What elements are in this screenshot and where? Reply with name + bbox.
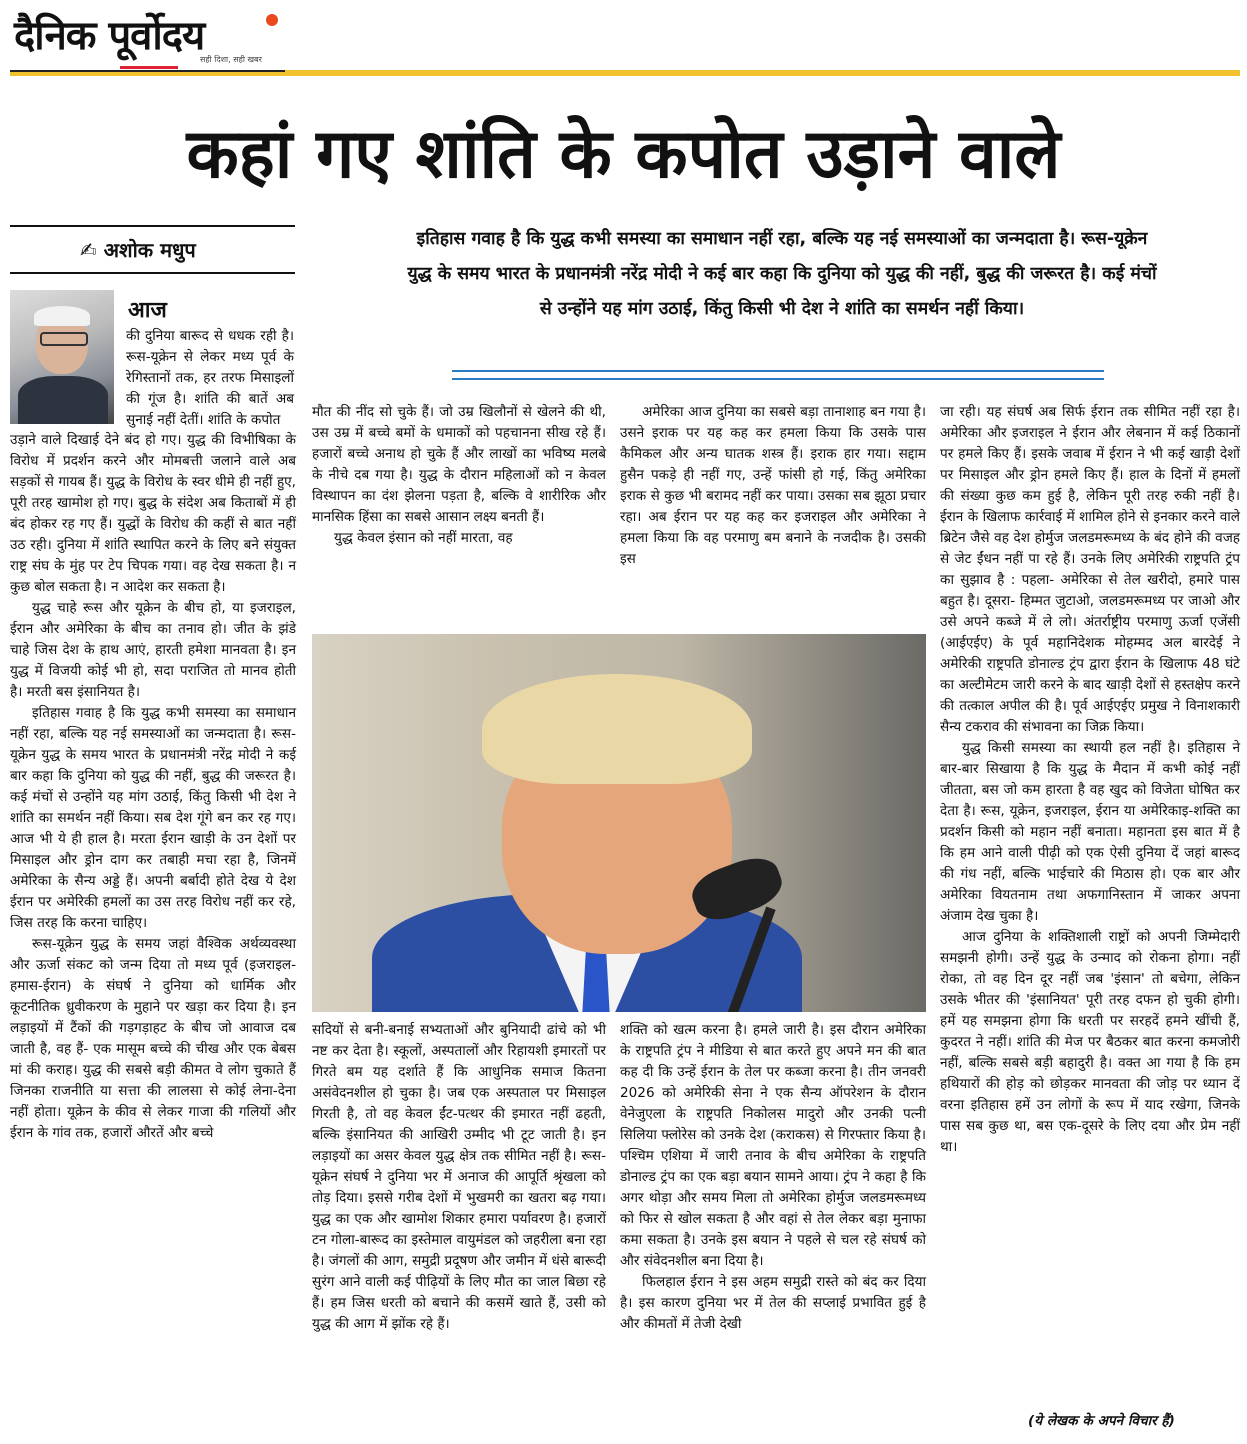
paragraph: युद्ध केवल इंसान को नहीं मारता, वह <box>334 530 513 546</box>
closing-note: (ये लेखक के अपने विचार हैं) <box>1028 1413 1175 1429</box>
paragraph: युद्ध किसी समस्या का स्थायी हल नहीं है। इतिहास ने बार-बार सिखाया है कि युद्ध के मैदान में कभी कोई नहीं जीतता, बस जो कम हारता है वह खुद को विजेता घोषित कर देता है। रूस, यूक्रेन, इजराइल, ईरान या अमेरिकाइ-शक्ति का प्रदर्शन किसी को महान नहीं बनाता। महानता इस बात में है कि हम आने वाली पीढ़ी को एक ऐसी दुनिया दें जहां बारूद की गंध नहीं, बल्कि भाईचारे की मिठास हो। एक बार और अमेरिका वियतनाम तथा अफगानिस्तान में जाकर अपना अंजाम देख चुका है। <box>940 740 1240 924</box>
paragraph: मौत की नींद सो चुके हैं। जो उम्र खिलौनों से खेलने की थी, उस उम्र में बच्चे बमों के धमाकों को पहचानना सीख रहे हैं। हजारों बच्चे अनाथ हो चुके हैं और लाखों का भविष्य मलबे के नीचे दब गया है। युद्ध के दौरान महिलाओं को न केवल विस्थापन का दंश झेलना पड़ता है, बल्कि वे शारीरिक और मानसिक हिंसा का सबसे आसान लक्ष्य बनती हैं। <box>312 404 607 525</box>
paragraph: शक्ति को खत्म करना है। हमले जारी है। इस दौरान अमेरिका के राष्ट्रपति ट्रंप ने मीडिया से बात करते हुए अपने मन की बात कह दी कि उन्हें ईरान के तेल पर कब्जा करना है। तीन जनवरी 2026 को अमेरिकी सेना ने एक सैन्य ऑपरेशन के दौरान वेनेजुएला के राष्ट्रपति निकोलस मादुरो और उनकी पत्नी सिलिया फ्लोरेस को उनके देश (कराकस) से गिरफ्तार किया है। पश्चिम एशिया में जारी तनाव के बीच अमेरिका के राष्ट्रपति डोनाल्ड ट्रंप का एक बड़ा बयान सामने आया। ट्रंप ने कहा है कि अगर थोड़ा और समय मिला तो अमेरिका होर्मुज जलडमरूमध्य को फिर से खोल सकता है और वहां से तेल लेकर बड़ा मुनाफा कमा सकता है। उनके इस बयान ने पहले से चल रहे संघर्ष को और संवेदनशील बना दिया है। <box>620 1022 926 1269</box>
byline-divider-top <box>10 225 295 227</box>
col1-intro <box>126 326 294 431</box>
paragraph: इतिहास गवाह है कि युद्ध कभी समस्या का समाधान नहीं रहा, बल्कि यह नई समस्याओं का जन्मदाता है। रूस-यूक्रेन युद्ध के समय भारत के प्रधानमंत्री नरेंद्र मोदी ने कई बार कहा कि दुनिया को युद्ध की नहीं, बुद्ध की जरूरत है। कई मंचों से उन्होंने यह मांग उठाई, किंतु किसी भी देश ने शांति का समर्थन नहीं किया। सब देश गूंगे बन कर रह गए। आज भी ये ही हाल है। मरता ईरान खाड़ी के उन देशों पर मिसाइल और ड्रोन दाग कर तबाही मचा रहा है, जिनमें अमेरिका के सैन्य अड्डे हैं। अपनी बर्बादी होते देख ये देश ईरान पर अमेरिकी हमलों का उस तरह विरोध नहीं कर रहे, जिस तरह कि करना चाहिए। <box>10 705 296 931</box>
author-photo <box>10 290 114 424</box>
pullquote-rule <box>452 378 1104 380</box>
column-3-bottom <box>620 1020 926 1335</box>
column-1 <box>10 430 296 1144</box>
paragraph: अमेरिका आज दुनिया का सबसे बड़ा तानाशाह बन गया है। उसने इराक पर यह कह कर हमला किया कि उसके पास कैमिकल और अन्य घातक शस्त्र हैं। इराक हार गया। सद्दाम हुसैन पकड़े ही नहीं गए, उन्हें फांसी हो गई, किंतु अमेरिका इराक से कुछ भी बरामद नहीं कर पाया। उसका सब झूठा प्रचार रहा। अब ईरान पर यह कह कर इजराइल और अमेरिका ने हमला किया कि वह परमाणु बम बनाने के नजदीक है। उसकी इस <box>620 404 926 567</box>
masthead-tagline: सही दिशा, सही खबर <box>200 55 262 64</box>
masthead-title: दैनिक पूर्वोदय <box>14 13 205 59</box>
paragraph: फिलहाल ईरान ने इस अहम समुद्री रास्ते को बंद कर दिया है। इस कारण दुनिया भर में तेल की सप्लाई प्रभावित हुई है और कीमतों में तेजी देखी <box>620 1274 926 1332</box>
masthead-red-rule <box>120 66 178 69</box>
column-2-bottom <box>312 1020 606 1335</box>
column-3-top <box>620 402 926 570</box>
masthead-logo-dot <box>266 14 278 26</box>
paragraph: की दुनिया बारूद से धधक रही है। रूस-यूक्रेन से लेकर मध्य पूर्व के रेगिस्तानों तक, हर तरफ मिसाइलों की गूंज है। शांति की बातें अब सुनाई नहीं देतीं। शांति के कपोत <box>126 328 294 428</box>
paragraph: रूस-यूक्रेन युद्ध के समय जहां वैश्विक अर्थव्यवस्था और ऊर्जा संकट को जन्म दिया तो मध्य पूर्व (इजराइल-हमास-ईरान) के संघर्ष ने दुनिया को धार्मिक और कूटनीतिक ध्रुवीकरण के मुहाने पर खड़ा कर दिया है। इन लड़ाइयों में टैंकों की गड़गड़ाहट के बीच जो आवाज दब जाती है, वह हैं- एक मासूम बच्चे की चीख और एक बेबस मां की कराह। युद्ध की सबसे बड़ी कीमत वे लोग चुकाते हैं जिनका राजनीति या सत्ता की लालसा से कोई लेना-देना नहीं होता। यूक्रेन के कीव से लेकर गाजा की गलियों और ईरान के गांव तक, हजारों औरतें और बच्चे <box>10 936 296 1141</box>
paragraph: जा रही। यह संघर्ष अब सिर्फ ईरान तक सीमित नहीं रहा है। अमेरिका और इजराइल ने ईरान और लेबनान में कई ठिकानों पर हमले किए हैं। इसके जवाब में ईरान ने भी कई खाड़ी देशों पर मिसाइल और ड्रोन हमले किए हैं। हाल के दिनों में हमलों की संख्या कुछ कम हुई है, लेकिन पूरी तरह रुकी नहीं है। ईरान के खिलाफ कार्रवाई में शामिल होने से इनकार करने वाले ब्रिटेन जैसे वह देश होर्मुज जलडमरूमध्य के बंद होने की वजह से जेट ईंधन नहीं पा रहे हैं। उनके लिए अमेरिकी राष्ट्रपति ट्रंप का सुझाव है : पहला- अमेरिका से तेल खरीदो, हमारे पास बहुत है। दूसरा- हिम्मत जुटाओ, जलडमरूमध्य पर जाओ और उसे अपने कब्जे में ले लो। अंतर्राष्ट्रीय परमाणु ऊर्जा एजेंसी (आईएईए) के पूर्व महानिदेशक मोहम्मद अल बारदेई ने अमेरिकी राष्ट्रपति डोनाल्ड ट्रंप द्वारा ईरान के खिलाफ 48 घंटे का अल्टीमेटम जारी करने के बाद खाड़ी देशों से हस्तक्षेप करने की तत्काल अपील की है। पूर्व आईएईए प्रमुख ने विनाशकारी सैन्य टकराव की संभावना का जिक्र किया। <box>940 404 1240 735</box>
column-2-top <box>312 402 606 549</box>
pullquote-rule <box>452 370 1104 372</box>
pen-icon: ✍ <box>80 238 97 262</box>
lead-word: आज <box>128 298 167 323</box>
column-4 <box>940 402 1240 1158</box>
author-name: अशोक मधुप <box>103 238 196 262</box>
paragraph: युद्ध चाहे रूस और यूक्रेन के बीच हो, या इजराइल, ईरान और अमेरिका के बीच का तनाव हो। जीत के झंडे चाहे जिस देश के हाथ आएं, हारती हमेशा मानवता है। इन युद्ध में विजयी कोई भी हो, सदा पराजित तो मानव होती है। मरती बस इंसानियत है। <box>10 600 296 700</box>
top-dark-rule <box>10 70 285 72</box>
paragraph: आज दुनिया के शक्तिशाली राष्ट्रों को अपनी जिम्मेदारी समझनी होगी। उन्हें युद्ध के उन्माद को रोकना होगा। नहीं रोका, तो वह दिन दूर नहीं जब 'इंसान' तो बचेगा, लेकिन उसके भीतर की 'इंसानियत' पूरी तरह दफन हो चुकी होगी। हमें यह समझना होगा कि धरती पर सरहदें हमने खींची हैं, कुदरत ने नहीं। शांति की मेज पर बैठकर बात करना कमजोरी नहीं, बल्कि सबसे बड़ी बहादुरी है। वक्त आ गया है कि हम हथियारों की होड़ को छोड़कर मानवता की जोड़ पर ध्यान दें वरना इतिहास हमें उन लोगों के रूप में याद रखेगा, जिनके पास सब कुछ था, बस एक-दूसरे के लिए दया और प्रेम नहीं था। <box>940 929 1240 1155</box>
paragraph: उड़ाने वाले दिखाई देने बंद हो गए। युद्ध की विभीषिका के विरोध में प्रदर्शन करने और मोमबत्ती जलाने वाले अब सड़कों से गायब हैं। युद्ध के विरोध के स्वर धीमे ही नहीं हुए, पूरी तरह खामोश हो गए। बुद्ध के संदेश अब किताबों में ही बंद होकर रह गए हैं। युद्धों के विरोध की कहीं से बात नहीं उठ रही। दुनिया में शांति स्थापित करने के लिए बने संयुक्त राष्ट्र संघ के मुंह पर टेप चिपक गया। वह देख सकता है। न कुछ बोल सकता है। न आदेश कर सकता है। <box>10 432 296 595</box>
page-headline: कहां गए शांति के कपोत उड़ाने वाले <box>186 115 1061 194</box>
byline-divider-bottom <box>10 272 295 274</box>
news-photo <box>312 634 926 1012</box>
byline <box>80 236 196 263</box>
paragraph: सदियों से बनी-बनाई सभ्यताओं और बुनियादी ढांचे को भी नष्ट कर देता है। स्कूलों, अस्पतालों और रिहायशी इमारतों पर गिरते बम यह दर्शाते हैं कि आधुनिक समाज कितना असंवेदनशील हो चुका है। जब एक अस्पताल पर मिसाइल गिरती है, तो वह केवल ईंट-पत्थर की इमारत नहीं ढहती, बल्कि इंसानियत की आखिरी उम्मीद भी टूट जाती है। इन लड़ाइयों का असर केवल युद्ध क्षेत्र तक सीमित नहीं है। रूस-यूक्रेन संघर्ष ने दुनिया भर में अनाज की आपूर्ति श्रृंखला को तोड़ दिया। इससे गरीब देशों में भुखमरी का खतरा बढ़ गया। युद्ध का एक और खामोश शिकार हमारा पर्यावरण है। हजारों टन गोला-बारूद का इस्तेमाल वायुमंडल को जहरीला बना रहा है। जंगलों की आग, समुद्री प्रदूषण और जमीन में धंसे बारूदी सुरंग आने वाली कई पीढ़ियों के लिए मौत का जाल बिछा रहे हैं। हम जिस धरती को बचाने की कसमें खाते हैं, उसी को युद्ध की आग में झोंक रहे हैं। <box>312 1022 606 1332</box>
pull-quote: इतिहास गवाह है कि युद्ध कभी समस्या का समाधान नहीं रहा, बल्कि यह नई समस्याओं का जन्मदाता है। रूस-यूक्रेन युद्ध के समय भारत के प्रधानमंत्री नरेंद्र मोदी ने कई बार कहा कि दुनिया को युद्ध की नहीं, बुद्ध की जरूरत है। कई मंचों से उन्होंने यह मांग उठाई, किंतु किसी भी देश ने शांति का समर्थन नहीं किया। <box>407 229 1157 319</box>
